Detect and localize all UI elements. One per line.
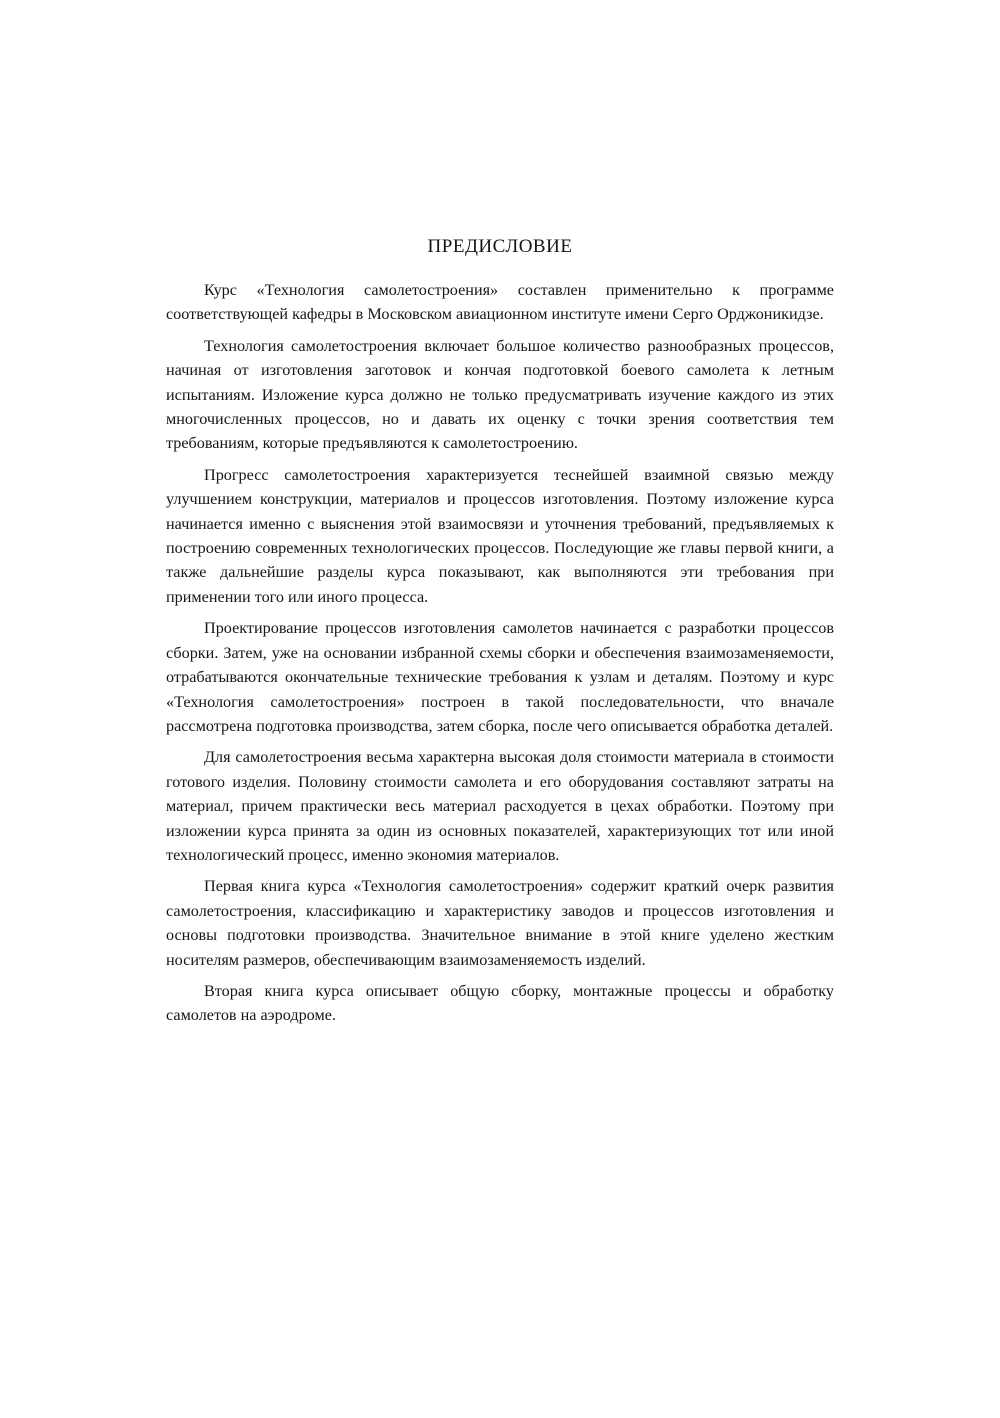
paragraph-6: Первая книга курса «Технология самолетостроения» содержит краткий очерк развития самолетостроения, классификацию и характеристику заводов и процессов изготовления и основы подготовки производства. Значительное внимание в этой книге уделено жестким носителям размеров, обеспечивающим взаимозаменяемость изделий. <box>166 877 834 969</box>
paragraph-7: Вторая книга курса описывает общую сборку, монтажные процессы и обработку самолетов на аэродроме. <box>166 981 834 1025</box>
paragraph-2: Технология самолетостроения включает большое количество разнообразных процессов, начиная от изготовления заготовок и кончая подготовкой боевого самолета к летным испытаниям. Изложение курса должно не только предусматривать изучение каждого из этих многочисленных процессов, но и давать их оценку с точки зрения соответствия тем требованиям, которые предъявляются к самолетостроению. <box>166 336 834 453</box>
paragraph-3: Прогресс самолетостроения характеризуется теснейшей взаимной связью между улучшением конструкции, материалов и процессов изготовления. Поэтому изложение курса начинается именно с выяснения этой взаимосвязи и уточнения требований, предъявляемых к построению современных технологических процессов. Последующие же главы первой книги, а также дальнейшие разделы курса показывают, как выполняются эти требования при применении того или иного процесса. <box>166 465 834 606</box>
paragraph-4: Проектирование процессов изготовления самолетов начинается с разработки процессов сборки. Затем, уже на основании избранной схемы сборки и обеспечения взаимозаменяемости, отрабатываются окончательные технические требования к узлам и деталям. Поэтому и курс «Технология самолетостроения» построен в такой последовательности, что вначале рассмотрена подготовка производства, затем сборка, после чего описывается обработка деталей. <box>166 619 834 735</box>
paragraph-5: Для самолетостроения весьма характерна высокая доля стоимости материала в стоимости готового изделия. Половину стоимости самолета и его оборудования составляют затраты на материал, причем практически весь материал расходуется в цехах обработки. Поэтому при изложении курса принята за один из основных показателей, характеризующих тот или иной технологический процесс, именно экономия материалов. <box>166 748 834 864</box>
body-text <box>166 278 834 1035</box>
paragraph-1: Курс «Технология самолетостроения» составлен применительно к программе соответствующей кафедры в Московском авиационном институте имени Серго Орджоникидзе. <box>166 281 834 324</box>
page-title: ПРЕДИСЛОВИЕ <box>427 236 573 257</box>
